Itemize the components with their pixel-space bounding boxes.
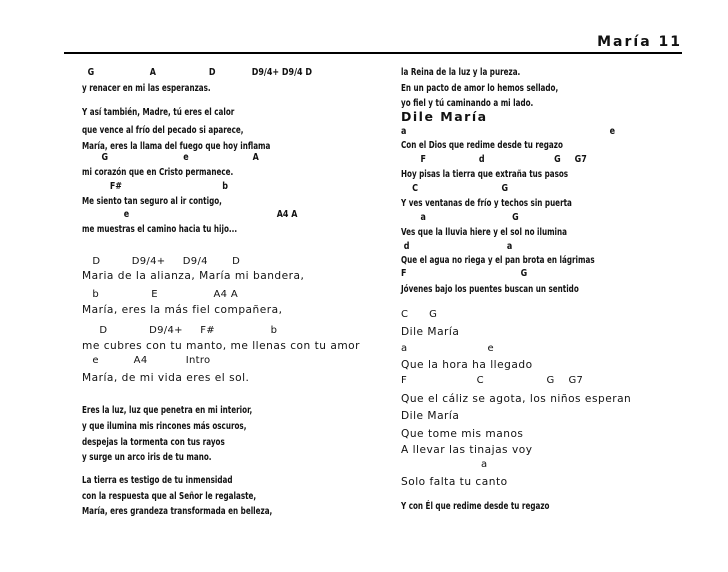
chord-line: G A D D9/4+ D9/4 D [82, 67, 312, 78]
chord-line: F C G G7 [401, 375, 584, 386]
lyric-line: Solo falta tu canto [401, 476, 508, 488]
title-rule [64, 52, 682, 54]
chord-line: e A4 A [82, 209, 298, 220]
chord-line: a [401, 459, 488, 470]
lyric-line: La tierra es testigo de tu inmensidad [82, 475, 233, 486]
page-title: María 11 [597, 34, 682, 50]
lyric-line: Hoy pisas la tierra que extraña tus pasos [401, 169, 569, 180]
chord-line: b E A4 A [82, 289, 238, 300]
chord-line: D D9/4+ D9/4 D [82, 256, 241, 267]
lyric-line: Y ves ventanas de frío y techos sin puerta [401, 198, 572, 209]
lyric-line: Ves que la lluvia hiere y el sol no ilumina [401, 227, 568, 238]
chord-line: D D9/4+ F# b [82, 325, 278, 336]
lyric-line: con la respuesta que al Señor le regalaste, [82, 491, 257, 502]
lyric-line: A llevar las tinajas voy [401, 444, 533, 456]
chord-line: G e A [82, 152, 259, 163]
chord-line: F# b [82, 181, 228, 192]
chord-line: C G [401, 309, 438, 320]
lyric-line: María, eres la llama del fuego que hoy inflama [82, 141, 271, 152]
lyric-line: Y así también, Madre, tú eres el calor [82, 107, 235, 118]
section-heading: Dile María [401, 109, 488, 124]
lyric-line: María, de mi vida eres el sol. [82, 372, 250, 384]
lyric-line: Que tome mis manos [401, 428, 524, 440]
lyric-line: me muestras el camino hacia tu hijo... [82, 224, 238, 235]
lyric-line: En un pacto de amor lo hemos sellado, [401, 83, 559, 94]
lyric-line: Maria de la alianza, María mi bandera, [82, 270, 305, 282]
lyric-line: y que ilumina mis rincones más oscuros, [82, 421, 247, 432]
chord-line: F G [401, 268, 528, 279]
lyric-line: Me siento tan seguro al ir contigo, [82, 196, 222, 207]
lyric-line: Que el agua no riega y el pan brota en lágrimas [401, 255, 595, 266]
lyric-line: Eres la luz, luz que penetra en mi interior, [82, 405, 253, 416]
lyric-line: María, eres la más fiel compañera, [82, 304, 283, 316]
lyric-line: Y con Él que redime desde tu regazo [401, 501, 550, 512]
lyric-line: Jóvenes bajo los puentes buscan un sentido [401, 284, 579, 295]
lyric-line: despejas la tormenta con tus rayos [82, 437, 225, 448]
lyric-line: y renacer en mi las esperanzas. [82, 83, 211, 94]
chord-line: a e [401, 343, 494, 354]
chord-line: d a [401, 241, 513, 252]
lyric-line: María, eres grandeza transformada en belleza, [82, 506, 273, 517]
lyric-line: Que el cáliz se agota, los niños esperan [401, 393, 632, 405]
chord-line: a e [401, 126, 616, 137]
lyric-line: me cubres con tu manto, me llenas con tu amor [82, 340, 360, 352]
chord-line: F d G G7 [401, 154, 587, 165]
lyric-line: la Reina de la luz y la pureza. [401, 67, 521, 78]
lyric-line: que vence al frío del pecado si aparece, [82, 125, 244, 136]
chord-line: C G [401, 183, 509, 194]
lyric-line: mi corazón que en Cristo permanece. [82, 167, 234, 178]
lyric-line: y surge un arco iris de tu mano. [82, 452, 212, 463]
lyric-line: Dile María [401, 410, 460, 422]
lyric-line: Dile María [401, 326, 460, 338]
lyric-line: Con el Dios que redime desde tu regazo [401, 140, 563, 151]
chord-line: e A4 Intro [82, 355, 211, 366]
lyric-line: yo fiel y tú caminando a mi lado. [401, 98, 534, 109]
chord-line: a G [401, 212, 519, 223]
lyric-line: Que la hora ha llegado [401, 359, 533, 371]
